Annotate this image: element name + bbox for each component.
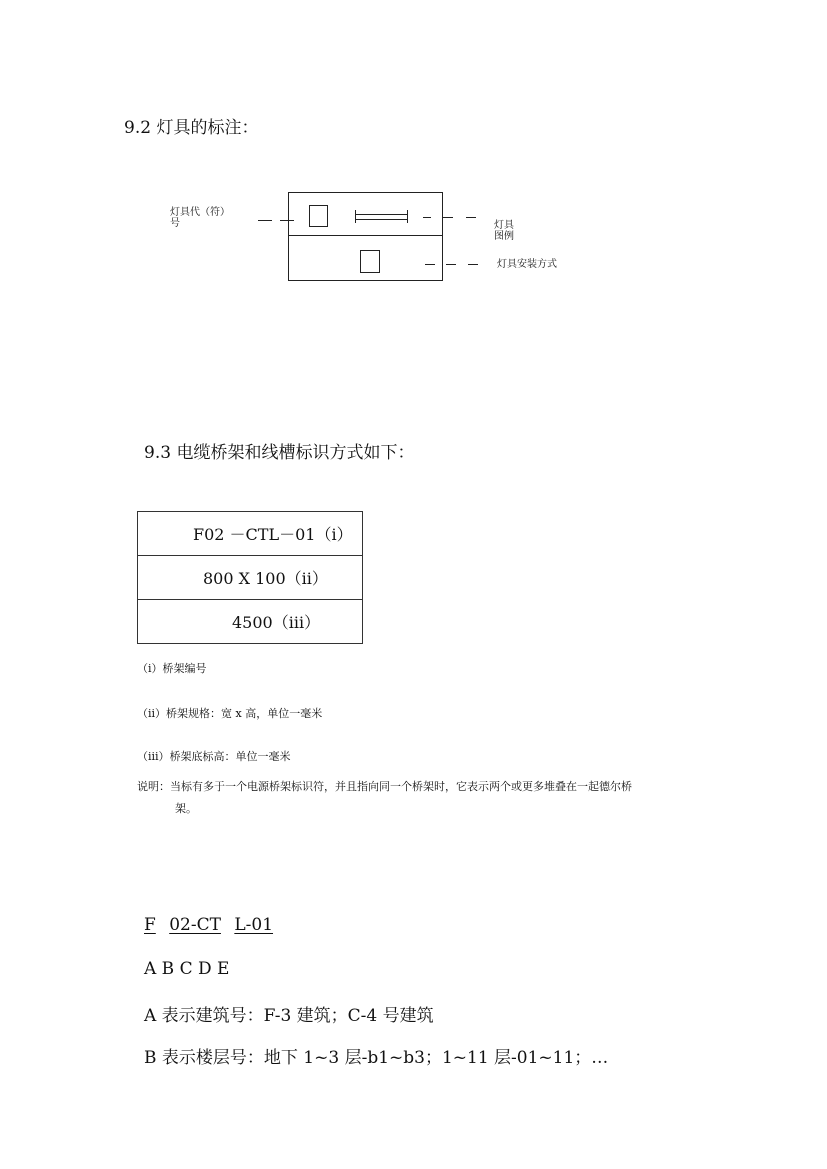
lamp-symbol-line bbox=[355, 219, 407, 220]
installation-symbol bbox=[360, 250, 380, 273]
lamp-symbol-line bbox=[355, 214, 407, 215]
luminaire-code-label: 灯具代（符） 号 bbox=[170, 207, 230, 229]
code-letters: A B C D E bbox=[144, 959, 230, 979]
leader-dash bbox=[443, 217, 453, 218]
luminaire-legend-label: 灯具 图例 bbox=[494, 220, 514, 242]
section-9-3-heading: 9.3 电缆桥架和线槽标识方式如下： bbox=[144, 443, 415, 463]
note-item: （ⅲ）桥架底标高：单位一毫米 bbox=[137, 750, 291, 763]
box-divider bbox=[288, 235, 443, 236]
leader-dash bbox=[466, 217, 476, 218]
code-part-type: L-01 bbox=[234, 915, 274, 935]
tray-size-cell: 800 X 100（ⅱ） bbox=[138, 556, 363, 600]
leader-dash bbox=[468, 264, 478, 265]
explanation-text-cont: 架。 bbox=[175, 802, 197, 815]
leader-dash bbox=[446, 264, 456, 265]
table-row bbox=[138, 556, 363, 600]
cable-tray-label-table bbox=[137, 511, 363, 644]
section-9-2-heading: 9.2 灯具的标注： bbox=[124, 118, 259, 138]
leader-dash bbox=[425, 264, 435, 265]
explanation-text: 说明：当标有多于一个电源桥架标识符，并且指向同一个桥架时，它表示两个或更多堆叠在一起德尔桥 bbox=[137, 780, 632, 793]
lamp-symbol-end bbox=[355, 210, 356, 223]
note-item: （ⅱ）桥架规格：宽 x 高，单位一毫米 bbox=[137, 707, 323, 720]
luminaire-code-symbol bbox=[309, 205, 328, 227]
code-line-a: A 表示建筑号：F-3 建筑；C-4 号建筑 bbox=[144, 1006, 434, 1026]
note-item: （ⅰ）桥架编号 bbox=[137, 662, 207, 675]
code-part-building: F bbox=[144, 915, 156, 935]
code-example bbox=[144, 915, 273, 935]
leader-dash bbox=[258, 220, 272, 221]
leader-dash bbox=[423, 217, 431, 218]
lamp-symbol-end bbox=[407, 210, 408, 223]
code-part-floor: 02-CT bbox=[169, 915, 221, 935]
table-row bbox=[138, 512, 363, 556]
code-line-b: B 表示楼层号：地下 1~3 层-b1~b3；1~11 层-01~11；… bbox=[144, 1048, 609, 1068]
installation-method-label: 灯具安装方式 bbox=[497, 259, 557, 270]
tray-number-cell: F02 －CTL－01（ⅰ） bbox=[138, 512, 363, 556]
table-row bbox=[138, 600, 363, 644]
tray-elevation-cell: 4500（ⅲ） bbox=[138, 600, 363, 644]
